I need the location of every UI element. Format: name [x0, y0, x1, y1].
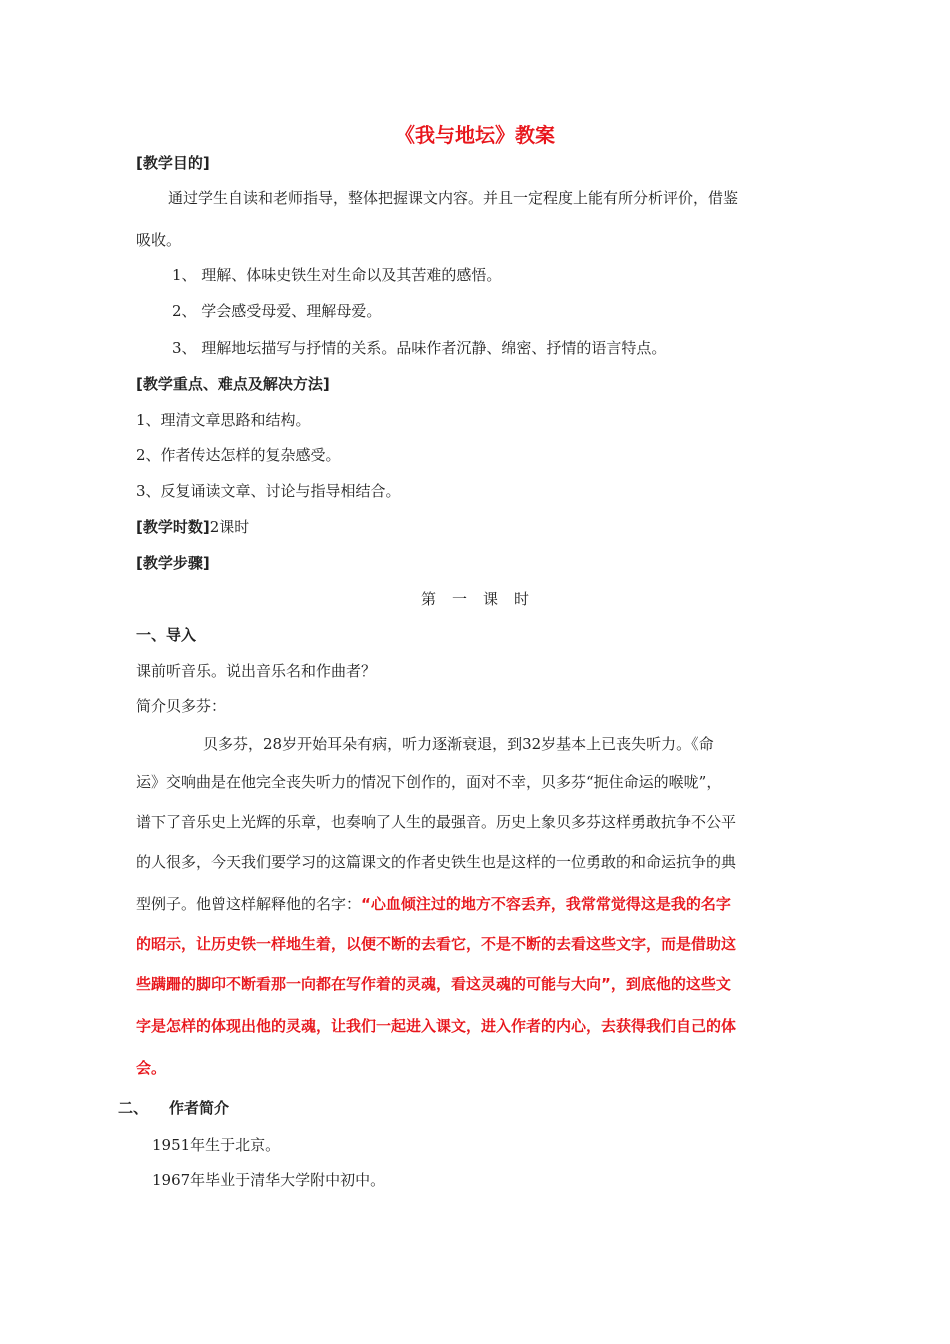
- bio-line: 1951年生于北京。: [152, 1136, 281, 1154]
- beethoven-paragraph-line: 运》交响曲是在他完全丧失听力的情况下创作的，面对不幸，贝多芬“扼住命运的喉咙”，: [136, 773, 722, 791]
- beethoven-paragraph-line: 谱下了音乐史上光辉的乐章，也奏响了人生的最强音。历史上象贝多芬这样勇敢抗争不公平: [136, 813, 737, 831]
- quote-line: 会。: [136, 1059, 167, 1077]
- objectives-intro-line-2: 吸收。: [136, 231, 182, 249]
- part1-line: 简介贝多芬：: [136, 697, 227, 715]
- part2-heading: 作者简介: [169, 1099, 230, 1117]
- lesson-label: 第一课时: [420, 590, 545, 608]
- objectives-heading: [教学目的]: [136, 154, 210, 172]
- hours-line: [136, 516, 249, 538]
- hours-value: 2课时: [209, 518, 250, 536]
- keypoint-item: 1、理清文章思路和结构。: [136, 411, 311, 429]
- steps-heading: [教学步骤]: [136, 554, 210, 572]
- quote-line: 的昭示，让历史铁一样地生着，以便不断的去看它，不是不断的去看这些文字，而是借助这: [136, 935, 737, 953]
- objective-item: 3、 理解地坛描写与抒情的关系。品味作者沉静、绵密、抒情的语言特点。: [172, 339, 667, 357]
- objective-item: 2、 学会感受母爱、理解母爱。: [172, 302, 382, 320]
- keypoint-item: 3、反复诵读文章、讨论与指导相结合。: [136, 482, 401, 500]
- beethoven-quote-line: [136, 893, 731, 915]
- part1-heading: 一、导入: [136, 626, 197, 644]
- quote-line: 字是怎样的体现出他的灵魂，让我们一起进入课文，进入作者的内心，去获得我们自己的体: [136, 1017, 737, 1035]
- beethoven-paragraph-line: 贝多芬，28岁开始耳朵有病，听力逐渐衰退，到32岁基本上已丧失听力。《命: [203, 735, 714, 753]
- part2-number: 二、: [118, 1099, 149, 1117]
- objectives-intro-line-1: 通过学生自读和老师指导，整体把握课文内容。并且一定程度上能有所分析评价，借鉴: [168, 189, 739, 207]
- objective-item: 1、 理解、体味史铁生对生命以及其苦难的感悟。: [172, 266, 502, 284]
- page-title: 《我与地坛》教案: [395, 123, 555, 147]
- quote-text: “心血倾注过的地方不容丢弃，我常常觉得这是我的名字: [361, 895, 731, 913]
- part1-line: 课前听音乐。说出音乐名和作曲者？: [136, 662, 377, 680]
- quote-line: 些蹒跚的脚印不断看那一向都在写作着的灵魂，看这灵魂的可能与大向”，到底他的这些文: [136, 975, 731, 993]
- hours-heading: [教学时数]: [136, 518, 210, 536]
- beethoven-paragraph-line: 型例子。他曾这样解释他的名字：: [136, 895, 362, 913]
- beethoven-paragraph-line: 的人很多，今天我们要学习的这篇课文的作者史铁生也是这样的一位勇敢的和命运抗争的典: [136, 853, 737, 871]
- keypoints-heading: [教学重点、难点及解决方法]: [136, 375, 330, 393]
- keypoint-item: 2、作者传达怎样的复杂感受。: [136, 446, 341, 464]
- bio-line: 1967年毕业于清华大学附中初中。: [152, 1171, 386, 1189]
